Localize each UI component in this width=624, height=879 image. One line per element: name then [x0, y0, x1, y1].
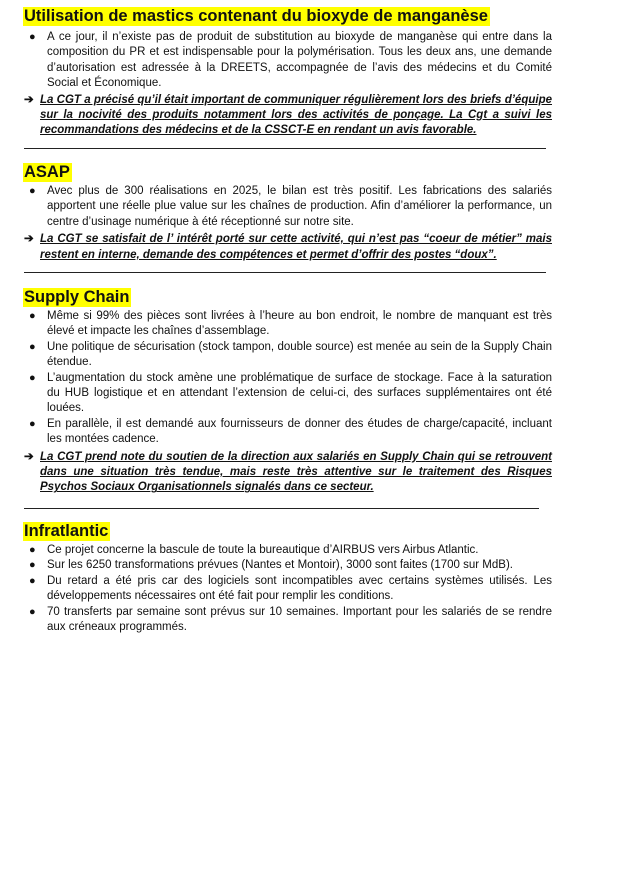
- bullet-icon: ●: [29, 605, 36, 618]
- list-item: ● Du retard a été pris car des logiciels sont incompatibles avec certains systèmes utilisés. Les développements nécessaires ont été fait pour remplir les conditions.: [29, 574, 552, 603]
- list-item: ● Ce projet concerne la bascule de toute la bureautique d’AIRBUS vers Airbus Atlantic.: [24, 543, 552, 558]
- list-item: ● Une politique de sécurisation (stock tampon, double source) est menée au sein de la Supply Chain étendue.: [29, 340, 552, 369]
- cgt-note: ➔ La CGT a précisé qu’il était important de communiquer régulièrement lors des briefs d’équipe sur la nocivité des produits notamment lors des activités de ponçage. La Cgt a suivi les recommandations des médecins et de la CSSCT-E en rendant un avis favorable.: [24, 93, 552, 137]
- list-item: ● Sur les 6250 transformations prévues (Nantes et Montoir), 3000 sont faites (1700 sur MdB).: [24, 558, 552, 573]
- divider: [24, 148, 546, 149]
- section-infratlantic: [24, 522, 552, 635]
- bullet-icon: ●: [29, 310, 36, 322]
- section-supply-chain: [24, 288, 552, 496]
- section-asap: [24, 163, 552, 263]
- section-title: Utilisation de mastics contenant du bioxyde de manganèse: [24, 7, 488, 25]
- divider: [24, 508, 539, 509]
- bullet-icon: ●: [29, 31, 36, 43]
- cgt-note: ➔ La CGT prend note du soutien de la direction aux salariés en Supply Chain qui se retrouvent dans une situation très tendue, mais reste très attentive sur le traitement des Risques Psychos Sociaux Organisationnels signalés dans ce secteur.: [24, 450, 552, 494]
- list-item: ● En parallèle, il est demandé aux fournisseurs de donner des études de charge/capacité, incluant les montées cadence.: [29, 417, 552, 446]
- arrow-icon: ➔: [24, 450, 34, 463]
- bullet-icon: ●: [29, 574, 36, 587]
- bullet-list: [24, 309, 552, 448]
- list-item: ● 70 transferts par semaine sont prévus sur 10 semaines. Important pour les salariés de se rendre aux créneaux programmés.: [29, 605, 552, 634]
- bullet-icon: ●: [29, 340, 36, 353]
- bullet-list: [24, 30, 552, 92]
- bullet-list: [24, 184, 552, 230]
- cgt-note: ➔ La CGT se satisfait de l’ intérêt porté sur cette activité, qui n’est pas “coeur de métier” mais restent en interne, demande des compétences et permet d’offrir des postes “doux”.: [24, 233, 552, 261]
- bullet-icon: ●: [29, 544, 36, 556]
- bullet-list: [24, 543, 552, 635]
- list-item: ● L’augmentation du stock amène une problématique de surface de stockage. Face à la saturation du HUB logistique et en attendant l’extension de celui-ci, des surfaces supplémentaires ont été louées.: [29, 371, 552, 415]
- arrow-icon: ➔: [24, 233, 34, 246]
- section-title: Infratlantic: [24, 522, 109, 540]
- list-item: ● Avec plus de 300 réalisations en 2025, le bilan est très positif. Les fabrications des salariés apportent une réelle plue value sur les chaînes de production. Afin d’améliorer la performance, un centre d’usinage numérique à été réceptionné sur notre site.: [29, 185, 552, 228]
- bullet-icon: ●: [29, 559, 36, 572]
- arrow-icon: ➔: [24, 93, 34, 106]
- bullet-icon: ●: [29, 371, 36, 384]
- section-mastics: [24, 7, 552, 139]
- bullet-icon: ●: [29, 417, 36, 430]
- list-item: ● Même si 99% des pièces sont livrées à l’heure au bon endroit, le nombre de manquant est très élevé et impacte les chaînes d’assemblage.: [29, 310, 552, 338]
- bullet-icon: ●: [29, 185, 36, 197]
- section-title: ASAP: [24, 163, 70, 181]
- divider: [24, 272, 546, 273]
- section-title: Supply Chain: [24, 288, 130, 306]
- list-item: ● A ce jour, il n’existe pas de produit de substitution au bioxyde de manganèse qui entre dans la composition du PR et est indispensable pour la polymérisation. Tous les deux ans, une demande d’autorisation est adressée à la DREETS, accompagnée de l’avis des médecins et du Comité Social et Économique.: [29, 31, 552, 90]
